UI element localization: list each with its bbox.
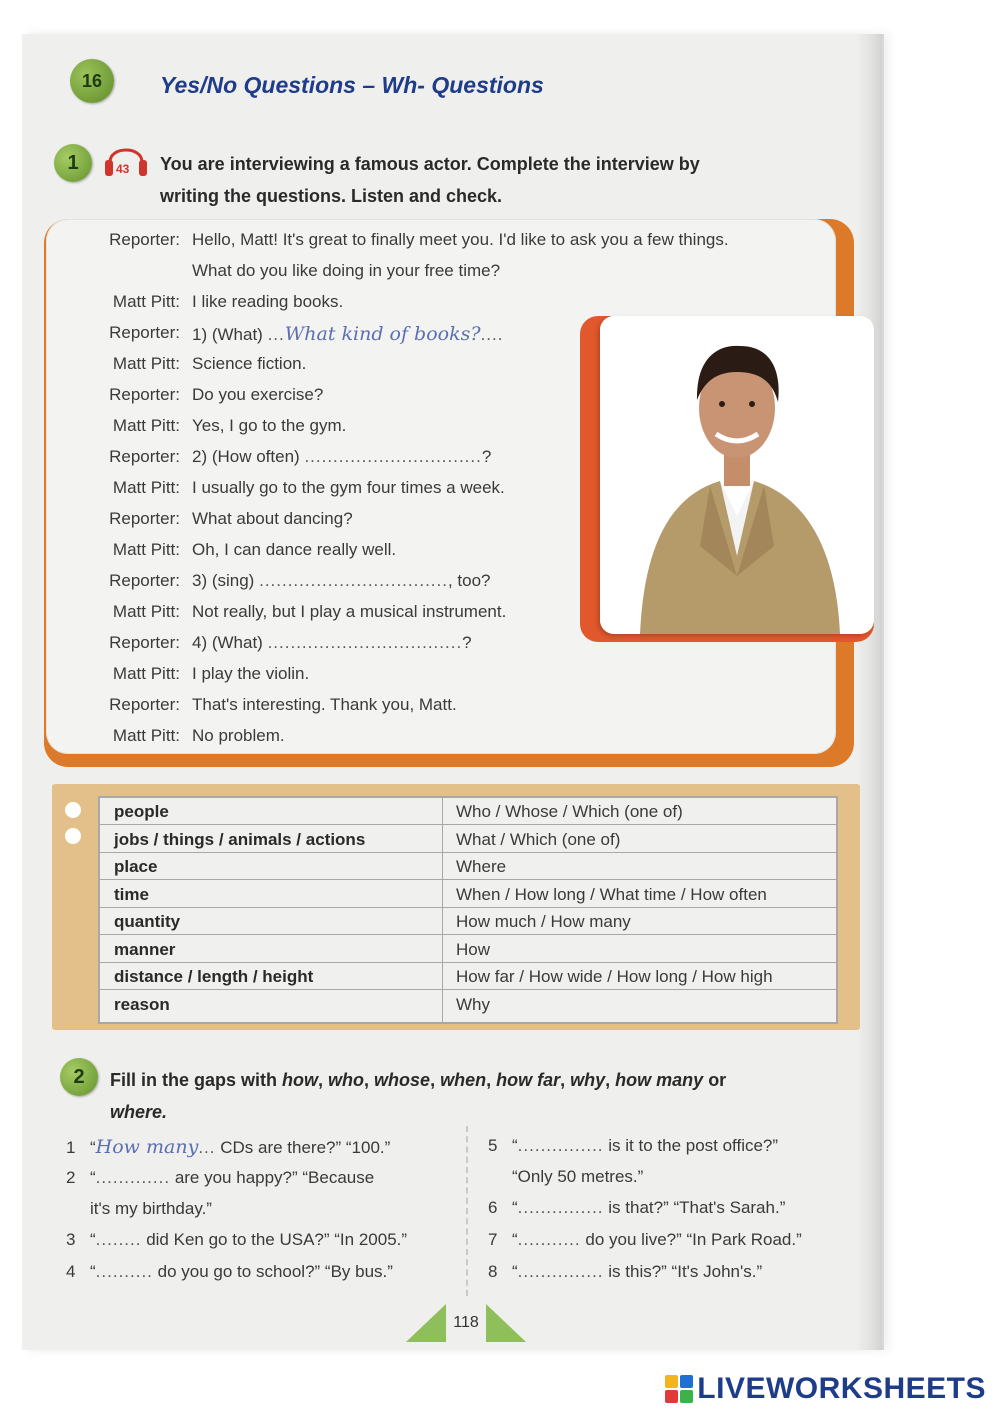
table-question-words: How far / How wide / How long / How high xyxy=(456,967,773,986)
item-text: is it to the post office?” xyxy=(608,1136,779,1155)
question-prompt: 2) (How often) xyxy=(192,447,300,466)
exercise-2-instruction-line-2: where. xyxy=(110,1102,168,1122)
answer-gap[interactable]: ........ xyxy=(95,1230,142,1249)
table-category: jobs / things / animals / actions xyxy=(114,829,366,849)
speaker-label: Reporter: xyxy=(109,571,180,590)
question-suffix: ? xyxy=(481,447,492,466)
answer-gap[interactable]: ................................. xyxy=(259,571,448,590)
question-suffix: ? xyxy=(462,633,472,652)
item-number: 2 xyxy=(66,1168,76,1187)
question-words-table xyxy=(98,796,838,1024)
speaker-label: Reporter: xyxy=(109,323,180,342)
item-text: is that?” “That's Sarah.” xyxy=(608,1198,786,1217)
item-number: 8 xyxy=(488,1262,498,1281)
actor-illustration xyxy=(600,316,874,634)
exercise-2-badge: 2 xyxy=(60,1058,98,1096)
fill-in-item xyxy=(488,1198,785,1218)
page-number-tab xyxy=(406,1300,526,1342)
dialogue-text xyxy=(192,633,472,653)
dialogue-text: That's interesting. Thank you, Matt. xyxy=(192,695,457,714)
textbook-page xyxy=(22,34,882,1350)
speaker-label: Matt Pitt: xyxy=(112,664,180,683)
table-category: distance / length / height xyxy=(114,967,314,986)
dialogue-text xyxy=(192,571,491,591)
dialogue-text xyxy=(192,323,503,345)
fill-in-item xyxy=(66,1262,393,1282)
speaker-label: Matt Pitt: xyxy=(112,602,180,621)
dialogue-text: Oh, I can dance really well. xyxy=(192,540,397,559)
table-category: quantity xyxy=(114,912,181,931)
dialogue-text: What about dancing? xyxy=(192,509,353,528)
open-quote: “ xyxy=(90,1168,96,1187)
item-text: CDs are there?” “100.” xyxy=(220,1138,391,1157)
question-prompt: 3) (sing) xyxy=(192,571,255,590)
fill-in-item xyxy=(488,1262,762,1282)
gap-dots: .... xyxy=(480,325,504,344)
table-question-words: Who / Whose / Which (one of) xyxy=(456,802,683,821)
speaker-label: Matt Pitt: xyxy=(112,292,180,311)
table-category: reason xyxy=(114,994,170,1014)
table-question-words: How xyxy=(456,939,491,959)
table-row xyxy=(100,826,836,853)
answer-gap[interactable]: .................................. xyxy=(267,633,463,652)
dialogue-text: Not really, but I play a musical instrument. xyxy=(192,602,507,621)
open-quote: “ xyxy=(90,1230,96,1249)
logo-grid-icon xyxy=(665,1375,693,1403)
headphones-icon xyxy=(102,134,150,182)
unit-number-badge: 16 xyxy=(70,59,114,103)
item-text: did Ken go to the USA?” “In 2005.” xyxy=(146,1230,408,1249)
exercise-2-instruction-line-1: Fill in the gaps with how, who, whose, when, how far, why, how many or xyxy=(110,1070,727,1090)
answer-gap[interactable]: ............... xyxy=(517,1198,604,1217)
item-text: are you happy?” “Because xyxy=(174,1168,375,1187)
fill-in-item xyxy=(488,1136,778,1156)
item-text: is this?” “It's John's.” xyxy=(608,1262,763,1281)
table-category: place xyxy=(114,857,158,876)
table-row xyxy=(100,853,836,880)
item-number: 6 xyxy=(488,1198,498,1217)
table-row xyxy=(100,963,836,990)
open-quote: “ xyxy=(512,1198,518,1217)
track-number: 43 xyxy=(116,162,130,176)
table-question-words: Why xyxy=(456,994,490,1014)
speaker-label: Matt Pitt: xyxy=(112,416,180,435)
table-row xyxy=(100,881,836,908)
question-suffix: , too? xyxy=(447,571,491,590)
speaker-label: Matt Pitt: xyxy=(112,478,180,497)
answer-gap[interactable]: ........... xyxy=(517,1230,581,1249)
actor-photo xyxy=(600,316,874,634)
dialogue-text: Science fiction. xyxy=(192,354,307,373)
table-category: people xyxy=(114,802,169,821)
table-question-words: When / How long / What time / How often xyxy=(456,884,767,904)
speaker-label: Matt Pitt: xyxy=(112,540,180,559)
answer-gap[interactable]: ... xyxy=(198,1138,216,1157)
speaker-label: Matt Pitt: xyxy=(112,354,180,373)
item-number: 5 xyxy=(488,1136,498,1155)
table-category: manner xyxy=(114,939,176,959)
item-number: 3 xyxy=(66,1230,76,1249)
dialogue-text: Yes, I go to the gym. xyxy=(192,416,347,435)
answer-gap[interactable]: ............................... xyxy=(304,447,482,466)
page-number: 118 xyxy=(453,1314,479,1331)
answer-gap[interactable]: ............. xyxy=(95,1168,171,1187)
fill-in-item xyxy=(66,1168,374,1188)
item-number: 7 xyxy=(488,1230,498,1249)
table-row xyxy=(100,936,836,963)
table-question-words: What / Which (one of) xyxy=(456,829,621,849)
speaker-label: Matt Pitt: xyxy=(112,726,180,745)
speaker-label: Reporter: xyxy=(109,695,180,714)
gap-dots: ... xyxy=(267,325,285,344)
exercise-1-instruction-line-2: writing the questions. Listen and check. xyxy=(160,186,503,206)
footer-brand: LIVEWORKSHEETS xyxy=(697,1372,986,1405)
bullet-icon xyxy=(65,802,81,818)
item-text: do you live?” “In Park Road.” xyxy=(585,1230,802,1249)
dialogue-text xyxy=(192,447,491,467)
item-number: 1 xyxy=(66,1138,76,1157)
item-text-continued: “Only 50 metres.” xyxy=(512,1167,644,1186)
dialogue-text: Do you exercise? xyxy=(192,385,324,404)
handwritten-answer[interactable]: How many xyxy=(95,1136,199,1158)
item-text: do you go to school?” “By bus.” xyxy=(157,1262,393,1281)
open-quote: “ xyxy=(512,1230,518,1249)
answer-gap[interactable]: ............... xyxy=(517,1136,604,1155)
table-category: time xyxy=(114,884,149,904)
fill-in-item xyxy=(66,1136,390,1158)
dialogue-text: I like reading books. xyxy=(192,292,344,311)
table-question-words: Where xyxy=(456,857,507,876)
unit-title: Yes/No Questions – Wh- Questions xyxy=(160,72,544,98)
answer-gap[interactable]: .......... xyxy=(95,1262,153,1281)
speaker-label: Reporter: xyxy=(109,447,180,466)
table-question-words: How much / How many xyxy=(456,912,631,931)
bullet-icon xyxy=(65,828,81,844)
column-divider xyxy=(466,1126,468,1296)
speaker-label: Reporter: xyxy=(109,509,180,528)
dialogue-text: Hello, Matt! It's great to finally meet you. I'd like to ask you a few things. xyxy=(192,230,729,249)
page-edge-shadow xyxy=(856,34,882,1350)
dialogue-text: What do you like doing in your free time? xyxy=(192,261,501,280)
open-quote: “ xyxy=(512,1136,518,1155)
exercise-1-badge: 1 xyxy=(54,144,92,182)
answer-gap[interactable]: ............... xyxy=(517,1262,604,1281)
dialogue-text: I play the violin. xyxy=(192,664,310,683)
question-prompt: 4) (What) xyxy=(192,633,263,652)
speaker-label: Reporter: xyxy=(109,230,180,249)
exercise-1-instruction-line-1: You are interviewing a famous actor. Complete the interview by xyxy=(160,154,700,174)
open-quote: “ xyxy=(90,1262,96,1281)
table-row xyxy=(100,798,836,825)
fill-in-item xyxy=(66,1230,407,1250)
speaker-label: Reporter: xyxy=(109,633,180,652)
dialogue-text: I usually go to the gym four times a week. xyxy=(192,478,505,497)
fill-in-item xyxy=(488,1230,802,1250)
item-text-continued: it's my birthday.” xyxy=(90,1199,212,1218)
open-quote: “ xyxy=(512,1262,518,1281)
handwritten-answer[interactable]: What kind of books? xyxy=(284,323,481,345)
table-row xyxy=(100,991,836,1017)
question-prompt: 1) (What) xyxy=(192,325,263,344)
table-row xyxy=(100,908,836,935)
liveworksheets-logo xyxy=(665,1372,986,1406)
item-number: 4 xyxy=(66,1262,76,1281)
open-quote: “ xyxy=(90,1138,96,1157)
question-words-table-panel xyxy=(52,784,860,1030)
speaker-label: Reporter: xyxy=(109,385,180,404)
dialogue-text: No problem. xyxy=(192,726,285,745)
